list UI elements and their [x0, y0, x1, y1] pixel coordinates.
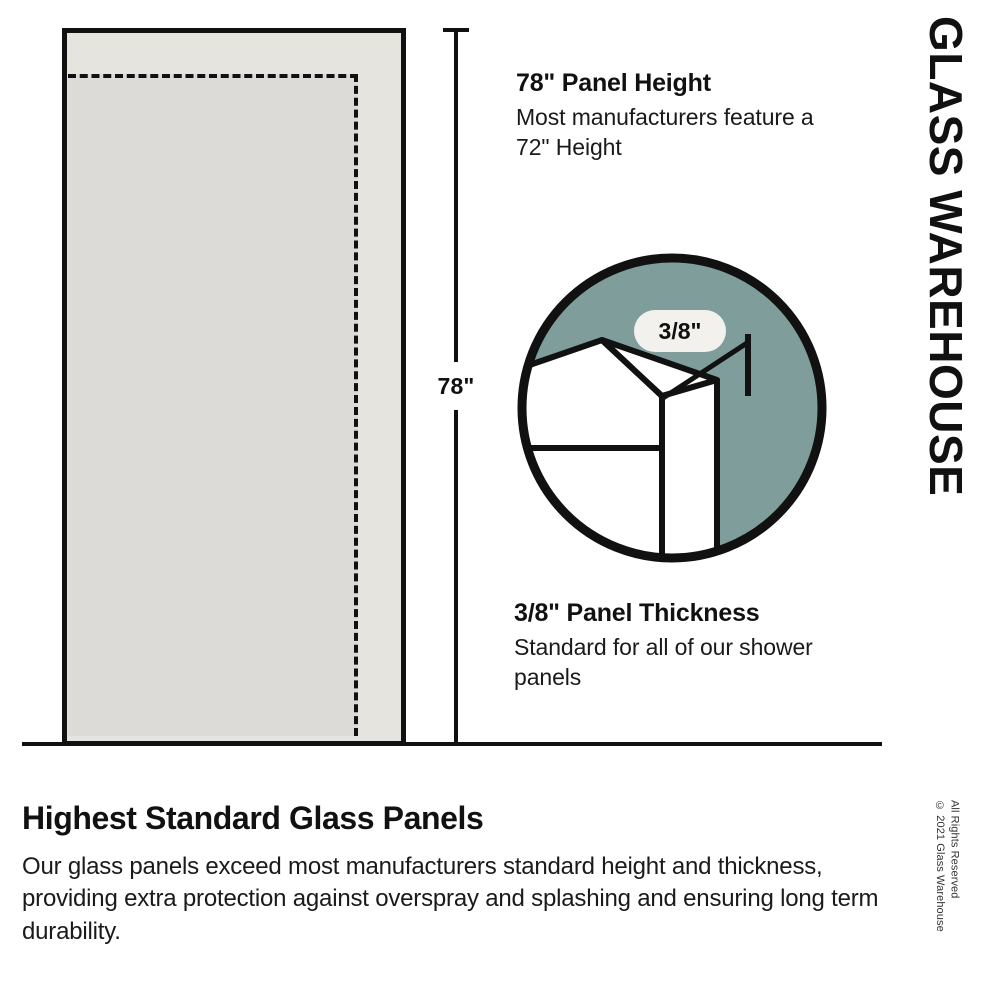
- brand-wordmark-text: GLASS WAREHOUSE: [920, 16, 972, 497]
- thickness-callout-title: 3/8" Panel Thickness: [514, 599, 760, 627]
- brand-wordmark: [916, 16, 976, 596]
- glass-panel-dashed-inset: [68, 74, 358, 736]
- thickness-callout: [514, 598, 854, 693]
- height-callout-body: Most manufacturers feature a 72" Height: [516, 104, 814, 161]
- bottom-heading: Highest Standard Glass Panels: [22, 800, 484, 836]
- height-callout: [516, 68, 846, 163]
- height-dimension-cap-bottom: [22, 742, 882, 746]
- copyright-block: [932, 800, 972, 970]
- thickness-badge: 3/8": [634, 310, 726, 352]
- thickness-callout-body: Standard for all of our shower panels: [514, 634, 813, 691]
- bottom-description: [22, 800, 882, 948]
- copyright-line-2: All Rights Reserved: [948, 800, 961, 899]
- height-dimension-label: 78": [424, 362, 488, 410]
- height-dimension-cap-top: [443, 28, 469, 32]
- copyright-line-1: © 2021 Glass Warehouse: [933, 800, 946, 932]
- bottom-paragraph: Our glass panels exceed most manufacturers standard height and thickness, providing extra protection against overspray and splashing and ensuring long term durability.: [22, 853, 879, 945]
- height-callout-title: 78" Panel Height: [516, 69, 711, 97]
- panel-thickness-illustration: [512, 248, 832, 568]
